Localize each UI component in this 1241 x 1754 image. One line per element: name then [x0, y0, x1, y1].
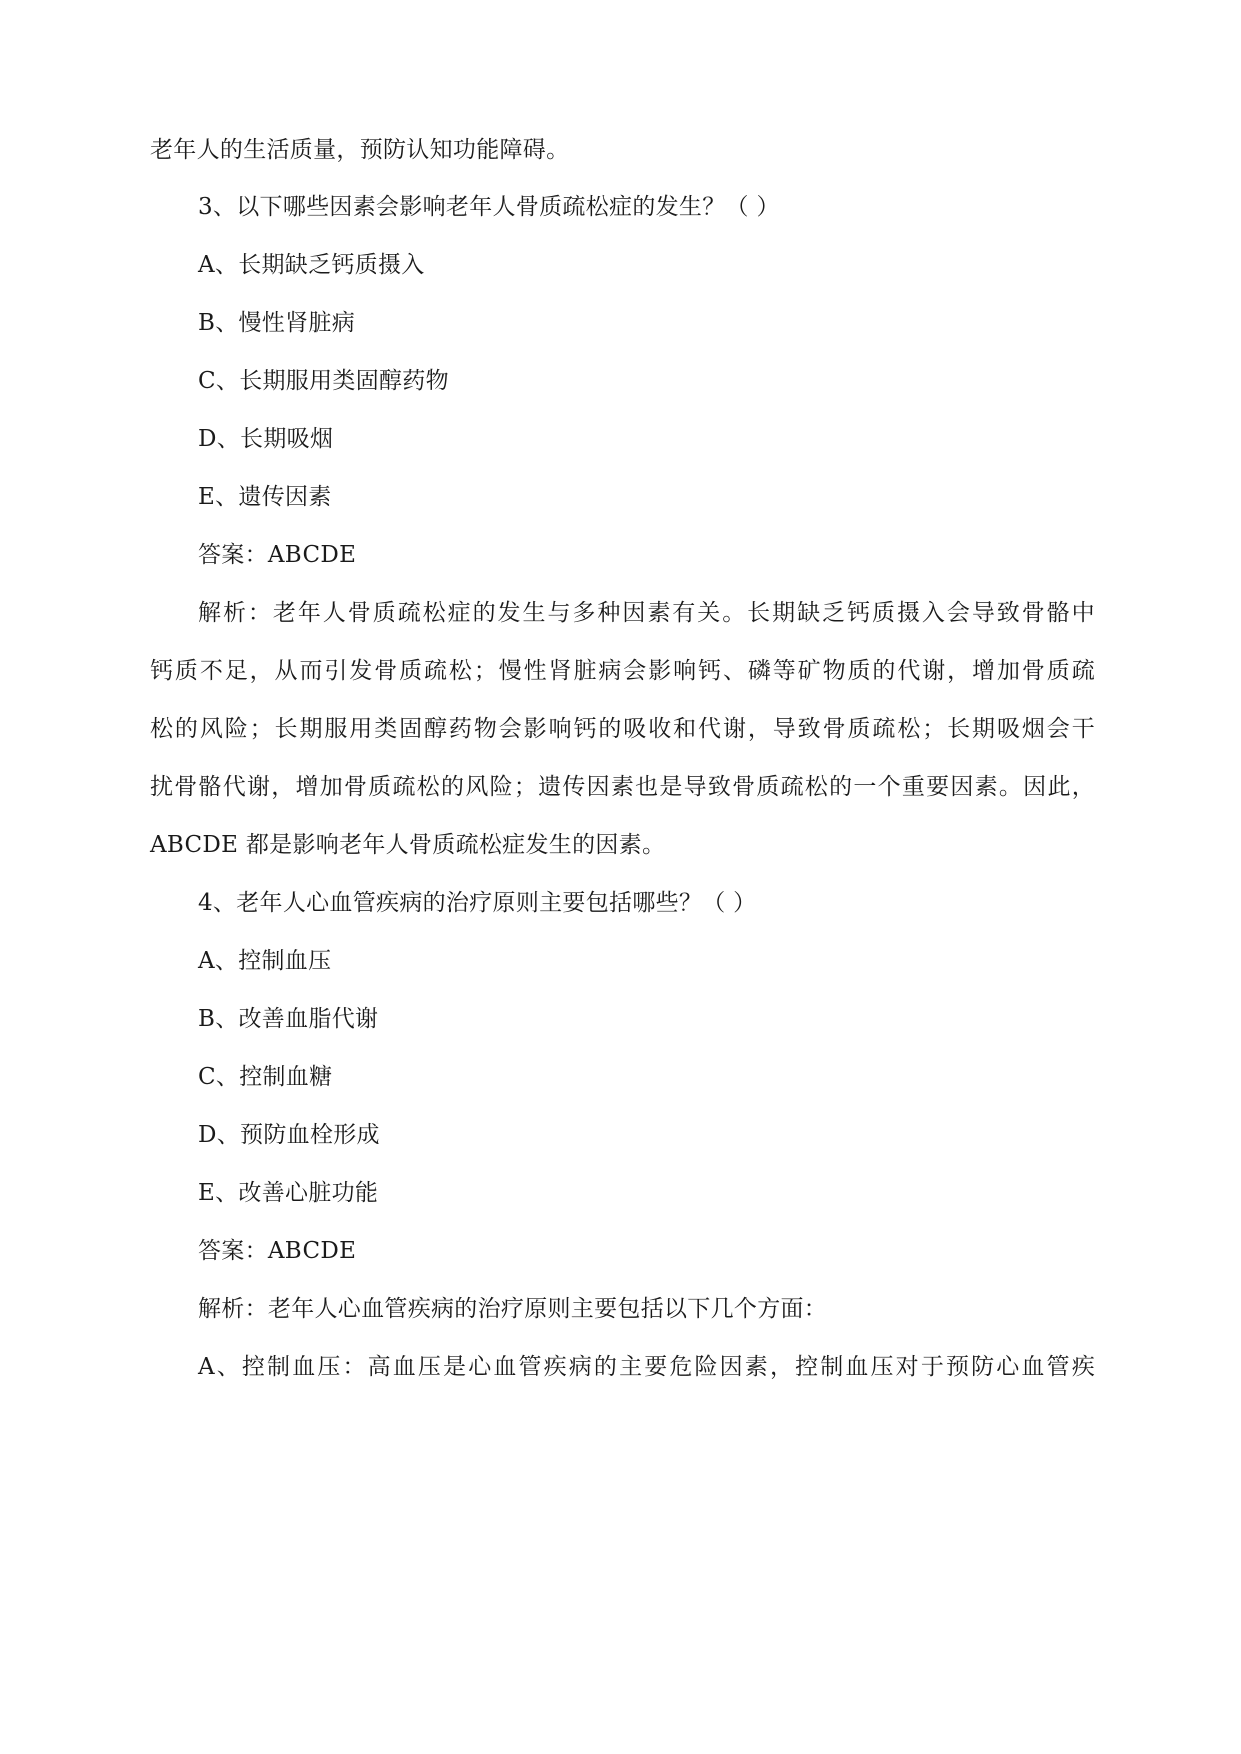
q3-analysis-line-1: 解析：老年人骨质疏松症的发生与多种因素有关。长期缺乏钙质摄入会导致骨骼中	[198, 600, 1095, 626]
q4-option-c: C、控制血糖	[198, 1064, 333, 1090]
q3-analysis-line-2: 钙质不足，从而引发骨质疏松；慢性肾脏病会影响钙、磷等矿物质的代谢，增加骨质疏	[150, 658, 1095, 684]
question-3: 3、以下哪些因素会影响老年人骨质疏松症的发生？（ ）	[198, 194, 780, 220]
q4-answer: 答案：ABCDE	[198, 1238, 357, 1264]
q3-answer: 答案：ABCDE	[198, 542, 357, 568]
q3-option-e: E、遗传因素	[198, 484, 332, 510]
q3-option-b: B、慢性肾脏病	[198, 310, 356, 336]
q3-analysis-line-4: 扰骨骼代谢，增加骨质疏松的风险；遗传因素也是导致骨质疏松的一个重要因素。因此，	[150, 774, 1095, 800]
question-4: 4、老年人心血管疾病的治疗原则主要包括哪些？（ ）	[198, 890, 757, 916]
intro-tail-line: 老年人的生活质量，预防认知功能障碍。	[150, 137, 570, 163]
q4-option-b: B、改善血脂代谢	[198, 1006, 379, 1032]
q4-option-e: E、改善心脏功能	[198, 1180, 379, 1206]
q3-option-d: D、长期吸烟	[198, 426, 334, 452]
q4-option-a: A、控制血压	[198, 948, 332, 974]
q4-analysis-a: A、控制血压：高血压是心血管疾病的主要危险因素，控制血压对于预防心血管疾	[198, 1354, 1095, 1380]
q4-option-d: D、预防血栓形成	[198, 1122, 380, 1148]
q4-analysis-intro: 解析：老年人心血管疾病的治疗原则主要包括以下几个方面：	[198, 1296, 828, 1322]
q3-option-c: C、长期服用类固醇药物	[198, 368, 449, 394]
q3-analysis-line-3: 松的风险；长期服用类固醇药物会影响钙的吸收和代谢，导致骨质疏松；长期吸烟会干	[150, 716, 1095, 742]
q3-option-a: A、长期缺乏钙质摄入	[198, 252, 425, 278]
q3-analysis-line-5: ABCDE 都是影响老年人骨质疏松症发生的因素。	[150, 832, 666, 858]
